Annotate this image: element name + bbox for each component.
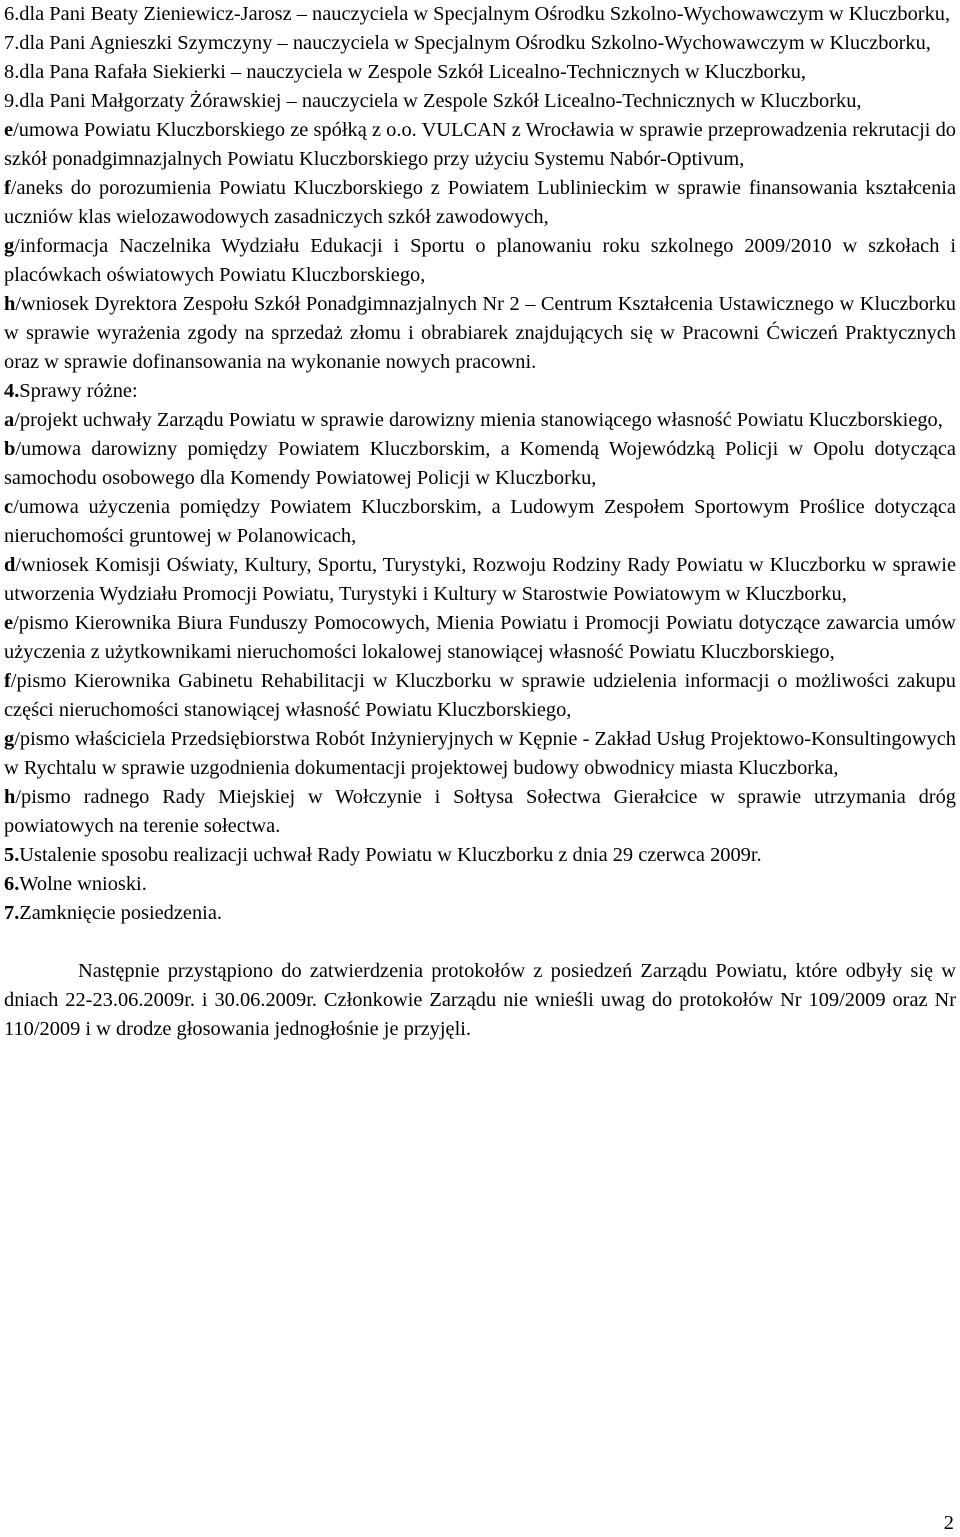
item-text: /umowa Powiatu Kluczborskiego ze spółką z o.o. VULCAN z Wrocławia w sprawie przeprowadzenia rekrutacji do szkół ponadgimnazjalnych Powiatu Kluczborskiego przy użyciu Systemu Nabór-Optivum, (4, 119, 956, 170)
item-text: Sprawy różne: (19, 380, 138, 402)
item-letter: g (4, 235, 15, 257)
item-text: /umowa darowizny pomiędzy Powiatem Kluczborskim, a Komendą Wojewódzką Policji w Opolu dotycząca samochodu osobowego dla Komendy Powiatowej Policji w Kluczborku, (4, 438, 956, 489)
item-letter: h (4, 293, 16, 315)
item-letter: c (4, 496, 14, 518)
list-item (4, 406, 956, 435)
item-letter: g (4, 728, 15, 750)
item-text: /wniosek Komisji Oświaty, Kultury, Sportu, Turystyki, Rozwoju Rodziny Rady Powiatu w Kluczborku w sprawie utworzenia Wydziału Promocji Powiatu, Turystyki i Kultury w Starostwie Powiatowym w Kluczborku, (4, 554, 956, 605)
list-item (4, 783, 956, 841)
section-heading (4, 899, 956, 928)
item-text: dla Pani Beaty Zieniewicz-Jarosz – nauczyciela w Specjalnym Ośrodku Szkolno-Wychowawczym w Kluczborku, (19, 3, 951, 25)
item-number: 9. (4, 90, 20, 112)
item-number: 4. (4, 380, 20, 402)
item-text: dla Pana Rafała Siekierki – nauczyciela w Zespole Szkół Licealno-Technicznych w Kluczborku, (19, 61, 806, 83)
item-text: /projekt uchwały Zarządu Powiatu w sprawie darowizny mienia stanowiącego własność Powiatu Kluczborskiego, (14, 409, 943, 431)
section-heading (4, 870, 956, 899)
list-item (4, 116, 956, 174)
document-page (4, 0, 956, 1044)
list-item (4, 58, 956, 87)
item-text: /pismo właściciela Przedsiębiorstwa Robót Inżynieryjnych w Kępnie - Zakład Usług Projektowo-Konsultingowych w Rychtalu w sprawie uzgodnienia dokumentacji projektowej budowy obwodnicy miasta Kluczborka, (4, 728, 956, 779)
item-letter: f (4, 670, 11, 692)
item-text: /informacja Naczelnika Wydziału Edukacji i Sportu o planowaniu roku szkolnego 2009/2010 w szkołach i placówkach oświatowych Powiatu Kluczborskiego, (4, 235, 956, 286)
item-number: 7. (4, 902, 20, 924)
item-text: Zamknięcie posiedzenia. (19, 902, 222, 924)
list-item (4, 667, 956, 725)
page-number: 2 (943, 1512, 954, 1534)
paragraph-spacer (4, 928, 956, 957)
item-text: /umowa użyczenia pomiędzy Powiatem Kluczborskim, a Ludowym Zespołem Sportowym Proślice dotycząca nieruchomości gruntowej w Polanowicach, (4, 496, 956, 547)
list-item (4, 551, 956, 609)
item-letter: d (4, 554, 16, 576)
item-text: /pismo Kierownika Biura Funduszy Pomocowych, Mienia Powiatu i Promocji Powiatu dotyczące zawarcia umów użyczenia z użytkownikami nieruchomości lokalowej stanowiącej własność Powiatu Kluczborskiego, (4, 612, 956, 663)
item-number: 8. (4, 61, 20, 83)
item-text: /wniosek Dyrektora Zespołu Szkół Ponadgimnazjalnych Nr 2 – Centrum Kształcenia Ustawicznego w Kluczborku w sprawie wyrażenia zgody na sprzedaż złomu i obrabiarek znajdujących się w Pracowni Ćwiczeń Praktycznych oraz w sprawie dofinansowania na wykonanie nowych pracowni. (4, 293, 956, 373)
list-item (4, 493, 956, 551)
list-item (4, 232, 956, 290)
list-item (4, 29, 956, 58)
item-text: Wolne wnioski. (19, 873, 147, 895)
item-letter: h (4, 786, 16, 808)
closing-paragraph: Następnie przystąpiono do zatwierdzenia protokołów z posiedzeń Zarządu Powiatu, które odbyły się w dniach 22-23.06.2009r. i 30.06.2009r. Członkowie Zarządu nie wnieśli uwag do protokołów Nr 109/2009 oraz Nr 110/2009 i w drodze głosowania jednogłośnie je przyjęli. (4, 960, 956, 1040)
item-letter: b (4, 438, 16, 460)
list-item (4, 87, 956, 116)
item-text: dla Pani Agnieszki Szymczyny – nauczyciela w Specjalnym Ośrodku Szkolno-Wychowawczym w Kluczborku, (19, 32, 931, 54)
item-text: /pismo radnego Rady Miejskiej w Wołczynie i Sołtysa Sołectwa Gierałcice w sprawie utrzymania dróg powiatowych na terenie sołectwa. (4, 786, 956, 837)
list-item (4, 435, 956, 493)
section-heading (4, 841, 956, 870)
item-number: 6. (4, 3, 20, 25)
list-item (4, 725, 956, 783)
list-item (4, 174, 956, 232)
list-item (4, 609, 956, 667)
item-letter: a (4, 409, 15, 431)
item-text: Ustalenie sposobu realizacji uchwał Rady Powiatu w Kluczborku z dnia 29 czerwca 2009r. (19, 844, 762, 866)
list-item (4, 0, 956, 29)
item-text: dla Pani Małgorzaty Żórawskiej – nauczyciela w Zespole Szkół Licealno-Technicznych w Kluczborku, (19, 90, 862, 112)
list-item (4, 290, 956, 377)
section-heading (4, 377, 956, 406)
item-letter: e (4, 612, 14, 634)
item-text: /pismo Kierownika Gabinetu Rehabilitacji w Kluczborku w sprawie udzielenia informacji o możliwości zakupu części nieruchomości stanowiącej własność Powiatu Kluczborskiego, (4, 670, 956, 721)
item-number: 6. (4, 873, 20, 895)
item-letter: f (4, 177, 11, 199)
item-letter: e (4, 119, 14, 141)
item-number: 5. (4, 844, 20, 866)
item-text: /aneks do porozumienia Powiatu Kluczborskiego z Powiatem Lublinieckim w sprawie finansowania kształcenia uczniów klas wielozawodowych zasadniczych szkół zawodowych, (4, 177, 956, 228)
item-number: 7. (4, 32, 20, 54)
